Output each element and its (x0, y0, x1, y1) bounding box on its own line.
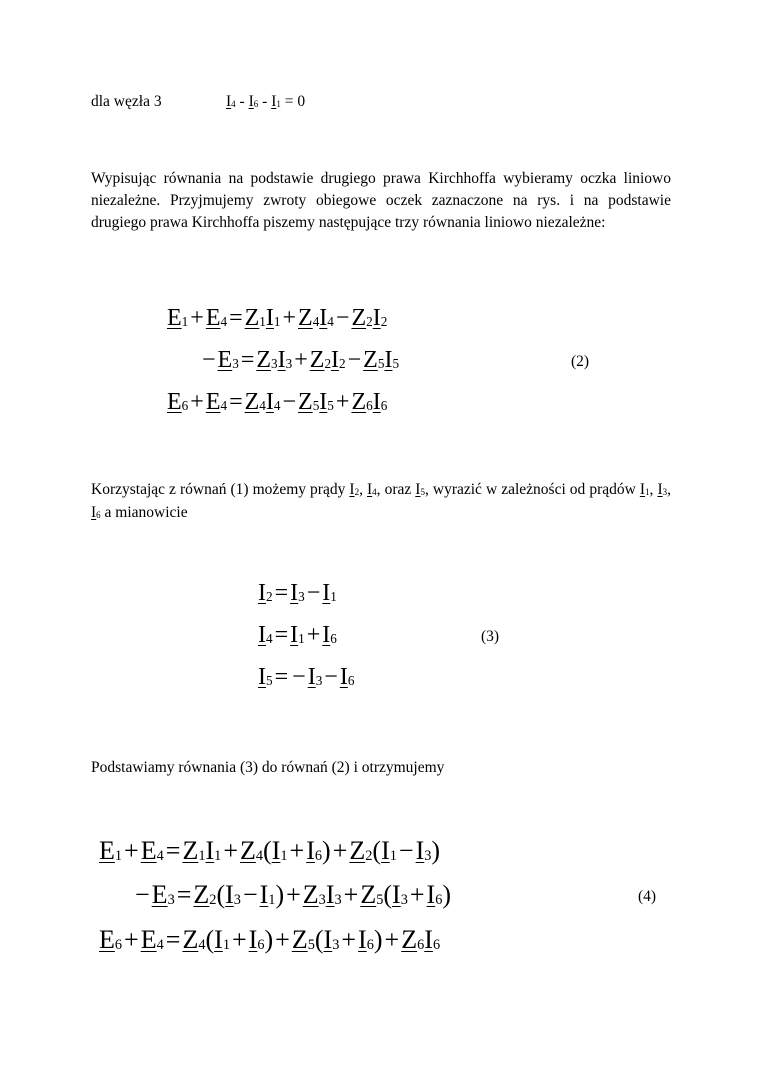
equation-2-number: (2) (571, 353, 590, 370)
kirchhoff-paragraph: Wypisując równania na podstawie drugiego prawa Kirchhoffa wybieramy oczka liniowo niezależne. Przyjmujemy zwroty obiegowe oczek zaznaczone na rys. i na podstawie drugiego prawa Kirchhoffa piszemy następujące trzy równania liniowo niezależne: (91, 170, 671, 231)
currents-paragraph: Korzystając z równań (1) możemy prądy I2, I4, oraz I5, wyrazić w zależności od prądów I1, I3, I6 a mianowicie (91, 481, 672, 521)
equation-4-line-2: −E3=Z2(I3−I1)+Z3I3+Z5(I3+I6) (135, 880, 452, 909)
equation-4-line-1: E1+E4=Z1I1+Z4(I1+I6)+Z2(I1−I3) (99, 836, 441, 865)
node3-equation: I4 - I6 - I1 = 0 (226, 93, 306, 110)
node3-label: dla węzła 3 (91, 93, 162, 110)
equation-3-number: (3) (481, 628, 500, 645)
equation-2-line-1: E1+E4=Z1I1+Z4I4−Z2I2 (167, 305, 388, 331)
substitution-paragraph: Podstawiamy równania (3) do równań (2) i otrzymujemy (91, 759, 445, 776)
equation-3-line-1: I2=I3−I1 (258, 580, 337, 606)
equation-4-line-3: E6+E4=Z4(I1+I6)+Z5(I3+I6)+Z6I6 (99, 925, 441, 954)
equation-3-line-2: I4=I1+I6 (258, 622, 337, 648)
equation-4-number: (4) (638, 888, 657, 905)
equation-2-line-2: −E3=Z3I3+Z2I2−Z5I5 (202, 347, 400, 373)
equation-3-line-3: I5= −I3−I6 (258, 664, 355, 690)
equation-2-line-3: E6+E4=Z4I4−Z5I5+Z6I6 (167, 389, 388, 415)
